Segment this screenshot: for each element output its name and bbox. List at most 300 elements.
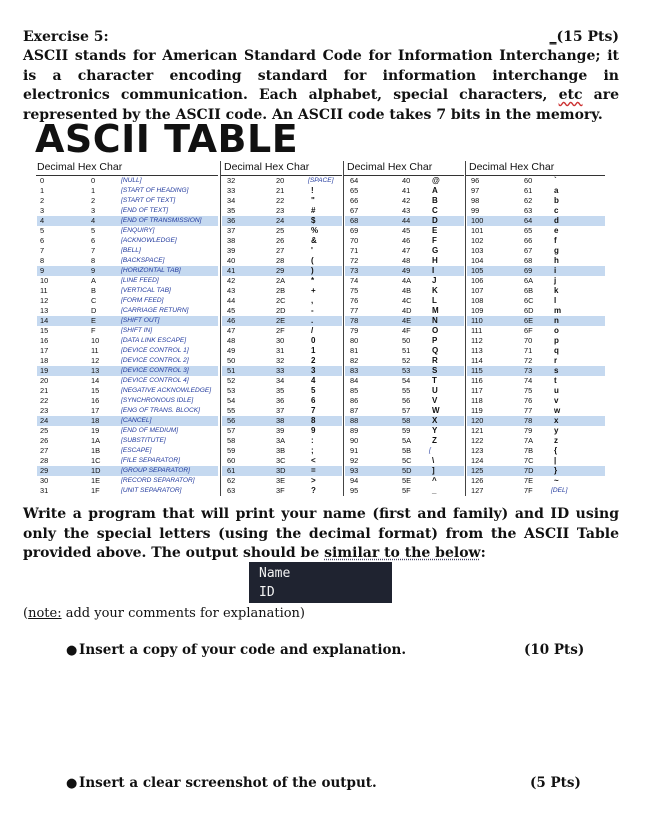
char-cell: W (432, 406, 440, 415)
hex-cell: 6 (91, 236, 96, 245)
bullet-screenshot (66, 775, 377, 791)
ascii-row (345, 206, 464, 216)
hex-cell: 44 (402, 216, 411, 225)
decimal-cell: 82 (350, 356, 359, 365)
note-text: add your comments for explanation) (61, 606, 305, 621)
decimal-cell: 115 (471, 366, 483, 375)
char-cell: A (432, 186, 438, 195)
decimal-cell: 122 (471, 436, 484, 445)
char-cell: M (432, 306, 439, 315)
decimal-cell: 34 (227, 196, 236, 205)
hex-cell: 29 (276, 266, 285, 275)
hex-cell: 75 (524, 386, 533, 395)
ascii-row (467, 306, 605, 316)
ascii-row (222, 276, 342, 286)
decimal-cell: 110 (471, 316, 483, 325)
decimal-cell: 85 (350, 386, 359, 395)
decimal-cell: 126 (471, 476, 484, 485)
hex-cell: 66 (524, 236, 533, 245)
char-cell: } (554, 466, 558, 475)
decimal-cell: 13 (40, 306, 49, 315)
ascii-row (37, 416, 218, 426)
char-cell: > (311, 476, 316, 485)
hex-cell: 59 (402, 426, 411, 435)
decimal-cell: 7 (40, 246, 45, 255)
hex-cell: 5C (402, 456, 412, 465)
char-cell: [VERTICAL TAB] (121, 287, 171, 294)
hex-cell: 49 (402, 266, 411, 275)
char-cell: [ACKNOWLEDGE] (121, 237, 177, 244)
ascii-row (345, 286, 464, 296)
hex-cell: 6A (524, 276, 534, 285)
ascii-row (345, 466, 464, 476)
ascii-row (222, 256, 342, 266)
hex-cell: 7D (524, 466, 534, 475)
decimal-cell: 60 (227, 456, 236, 465)
decimal-cell: 112 (471, 336, 483, 345)
ascii-row (37, 226, 218, 236)
ascii-row (345, 246, 464, 256)
hex-cell: 14 (91, 376, 100, 385)
char-cell: [NULL] (121, 177, 142, 184)
char-cell: V (432, 396, 438, 405)
char-cell: [FILE SEPARATOR] (121, 457, 180, 464)
decimal-cell: 83 (350, 366, 359, 375)
ascii-row (467, 266, 605, 276)
ascii-row (37, 256, 218, 266)
ascii-row (467, 206, 605, 216)
hex-cell: 2C (276, 296, 286, 305)
ascii-row (37, 426, 218, 436)
char-cell: o (554, 326, 559, 335)
hex-cell: 6F (524, 326, 533, 335)
points-value: (15 Pts) (556, 29, 619, 45)
hex-cell: 7B (524, 446, 534, 455)
ascii-row (37, 266, 218, 276)
char-cell: f (554, 236, 557, 245)
decimal-cell: 116 (471, 376, 483, 385)
ascii-row (222, 286, 342, 296)
hex-cell: 5F (402, 486, 411, 495)
char-cell: " (311, 196, 315, 205)
char-cell: g (554, 246, 559, 255)
decimal-cell: 5 (40, 226, 45, 235)
hex-cell: 46 (402, 236, 411, 245)
char-cell: [END OF TRANSMISSION] (121, 217, 202, 224)
decimal-cell: 70 (350, 236, 359, 245)
hex-cell: 54 (402, 376, 411, 385)
decimal-cell: 79 (350, 326, 359, 335)
char-cell: [NEGATIVE ACKNOWLEDGE] (121, 387, 212, 394)
char-cell: w (554, 406, 561, 415)
char-cell: ) (311, 266, 314, 275)
note-label: note: (28, 606, 62, 621)
ascii-row (222, 386, 342, 396)
hex-cell: 30 (276, 336, 285, 345)
hex-cell: 19 (91, 426, 100, 435)
ascii-row (467, 246, 605, 256)
intro-part-a: ASCII stands for American Standard Code for Information Interchange; it is a character encoding standard for information interchange in electronics communication. Each alphabet, special characters, (23, 48, 619, 103)
intro-part-b: are represented by the ASCII code. An ASCII code takes 7 bits in the memory. (23, 87, 619, 123)
ascii-row (345, 306, 464, 316)
decimal-cell: 101 (471, 226, 484, 235)
ascii-row (467, 216, 605, 226)
decimal-cell: 98 (471, 196, 480, 205)
decimal-cell: 65 (350, 186, 359, 195)
decimal-cell: 114 (471, 356, 483, 365)
hex-cell: 55 (402, 386, 411, 395)
hex-cell: 69 (524, 266, 533, 275)
hex-cell: 3C (276, 456, 286, 465)
ascii-column-1 (36, 161, 220, 496)
char-cell: [START OF HEADING] (121, 187, 189, 194)
decimal-cell: 32 (227, 176, 236, 185)
decimal-cell: 88 (350, 416, 359, 425)
hex-cell: D (91, 306, 97, 315)
char-cell: b (554, 196, 559, 205)
ascii-row (37, 486, 218, 496)
ascii-row (467, 286, 605, 296)
decimal-cell: 24 (40, 416, 49, 425)
char-cell: ; (311, 446, 314, 455)
decimal-cell: 92 (350, 456, 359, 465)
decimal-cell: 76 (350, 296, 359, 305)
decimal-cell: 31 (40, 486, 49, 495)
char-cell: ~ (554, 476, 559, 485)
char-cell: X (432, 416, 438, 425)
ascii-row (345, 336, 464, 346)
decimal-cell: 125 (471, 466, 484, 475)
decimal-cell: 43 (227, 286, 236, 295)
hex-cell: 8 (91, 256, 96, 265)
ascii-row (345, 406, 464, 416)
decimal-cell: 113 (471, 346, 483, 355)
decimal-cell: 40 (227, 256, 236, 265)
char-cell: e (554, 226, 559, 235)
ascii-row (37, 356, 218, 366)
ascii-row (345, 216, 464, 226)
decimal-cell: 27 (40, 446, 49, 455)
decimal-cell: 4 (40, 216, 45, 225)
task-colon: : (480, 545, 486, 561)
ascii-row (467, 456, 605, 466)
hex-cell: 43 (402, 206, 411, 215)
char-cell: z (554, 436, 558, 445)
decimal-cell: 50 (227, 356, 236, 365)
bullet-code (66, 642, 407, 658)
decimal-cell: 87 (350, 406, 359, 415)
terminal-line-name: Name (259, 566, 291, 581)
decimal-cell: 48 (227, 336, 236, 345)
ascii-row (222, 436, 342, 446)
ascii-row (37, 406, 218, 416)
ascii-row (222, 336, 342, 346)
ascii-row (37, 296, 218, 306)
char-cell: U (432, 386, 438, 395)
char-cell: F (432, 236, 437, 245)
decimal-cell: 20 (40, 376, 49, 385)
char-cell: + (311, 286, 316, 295)
char-cell: E (432, 226, 438, 235)
hex-cell: 11 (91, 346, 99, 355)
char-cell: Z (432, 436, 437, 445)
hex-cell: 2E (276, 316, 286, 325)
hex-cell: 24 (276, 216, 285, 225)
decimal-cell: 3 (40, 206, 45, 215)
ascii-column-4 (465, 161, 607, 496)
hex-cell: 17 (91, 406, 100, 415)
char-cell: \ (432, 456, 435, 465)
ascii-row (345, 456, 464, 466)
char-cell: k (554, 286, 559, 295)
hex-cell: 2A (276, 276, 286, 285)
char-cell: { (554, 446, 558, 455)
hex-cell: C (91, 296, 97, 305)
char-cell: [SYNCHRONOUS IDLE] (121, 397, 194, 404)
intro-etc: etc (558, 87, 583, 103)
decimal-cell: 93 (350, 466, 359, 475)
char-cell: [ENG OF TRANS. BLOCK] (121, 407, 201, 414)
exercise-header (23, 28, 619, 125)
ascii-row (222, 396, 342, 406)
ascii-row (467, 436, 605, 446)
char-cell: [DEVICE CONTROL 2] (121, 357, 189, 364)
ascii-row (37, 206, 218, 216)
ascii-row (345, 396, 464, 406)
hex-cell: 41 (402, 186, 411, 195)
decimal-cell: 117 (471, 386, 483, 395)
decimal-cell: 17 (40, 346, 49, 355)
hex-cell: 26 (276, 236, 285, 245)
hex-cell: 7 (91, 246, 96, 255)
char-cell: c (554, 206, 559, 215)
ascii-row (222, 296, 342, 306)
char-cell: N (432, 316, 438, 325)
decimal-cell: 22 (40, 396, 49, 405)
ascii-row (222, 186, 342, 196)
ascii-row (345, 266, 464, 276)
hex-cell: 51 (402, 346, 411, 355)
ascii-row (467, 366, 605, 376)
decimal-cell: 15 (40, 326, 49, 335)
ascii-row (345, 236, 464, 246)
decimal-cell: 54 (227, 396, 236, 405)
decimal-cell: 107 (471, 286, 484, 295)
decimal-cell: 124 (471, 456, 484, 465)
char-cell: B (432, 196, 438, 205)
char-cell: D (432, 216, 438, 225)
char-cell: [CANCEL] (121, 417, 152, 424)
ascii-table (36, 161, 606, 496)
decimal-cell: 18 (40, 356, 49, 365)
ascii-intro-paragraph (23, 47, 619, 125)
char-cell: [DEVICE CONTROL 3] (121, 367, 189, 374)
char-cell: . (311, 316, 314, 325)
ascii-row (37, 216, 218, 226)
decimal-cell: 12 (40, 296, 49, 305)
ascii-row (467, 186, 605, 196)
ascii-row (37, 306, 218, 316)
hex-cell: 6C (524, 296, 534, 305)
decimal-cell: 80 (350, 336, 359, 345)
hex-cell: 6D (524, 306, 534, 315)
char-cell: - (311, 306, 314, 315)
char-cell: I (432, 266, 435, 275)
decimal-cell: 105 (471, 266, 484, 275)
ascii-row (37, 286, 218, 296)
hex-cell: 4B (402, 286, 412, 295)
exercise-title: Exercise 5: (23, 29, 109, 45)
decimal-cell: 8 (40, 256, 45, 265)
hex-cell: 37 (276, 406, 285, 415)
ascii-row (345, 486, 464, 496)
decimal-cell: 19 (40, 366, 49, 375)
decimal-cell: 109 (471, 306, 484, 315)
decimal-cell: 89 (350, 426, 359, 435)
decimal-cell: 99 (471, 206, 480, 215)
char-cell: [END OF MEDIUM] (121, 427, 179, 434)
ascii-row (467, 476, 605, 486)
hex-cell: 1C (91, 456, 101, 465)
char-cell: [DATA LINK ESCAPE] (121, 337, 187, 344)
decimal-cell: 94 (350, 476, 359, 485)
char-cell: : (311, 436, 314, 445)
decimal-cell: 81 (350, 346, 359, 355)
comment-note (23, 606, 305, 621)
ascii-row (222, 486, 342, 496)
hex-cell: 4F (402, 326, 411, 335)
ascii-row (467, 386, 605, 396)
hex-cell: 38 (276, 416, 285, 425)
task-similar: similar to the below (324, 545, 481, 561)
decimal-cell: 84 (350, 376, 359, 385)
hex-cell: E (91, 316, 96, 325)
hex-cell: 36 (276, 396, 285, 405)
char-cell: 8 (311, 416, 316, 425)
char-cell: u (554, 386, 559, 395)
char-cell: v (554, 396, 559, 405)
hex-cell: 5E (402, 476, 412, 485)
hex-cell: 65 (524, 226, 533, 235)
char-cell: G (432, 246, 439, 255)
decimal-cell: 69 (350, 226, 359, 235)
char-cell: j (554, 276, 557, 285)
char-cell: | (554, 456, 557, 465)
points-prefix: _ (549, 29, 557, 45)
ascii-row (345, 426, 464, 436)
char-cell: [HORIZONTAL TAB] (121, 267, 181, 274)
hex-cell: 1 (91, 186, 96, 195)
hex-cell: 9 (91, 266, 96, 275)
char-cell: C (432, 206, 438, 215)
char-cell: P (432, 336, 438, 345)
hex-cell: 57 (402, 406, 411, 415)
ascii-row (345, 186, 464, 196)
exercise-points (550, 28, 619, 47)
hex-cell: F (91, 326, 96, 335)
hex-cell: 62 (524, 196, 533, 205)
char-cell: K (432, 286, 438, 295)
hex-cell: 2 (91, 196, 96, 205)
char-cell: O (432, 326, 439, 335)
hex-cell: 56 (402, 396, 411, 405)
ascii-row (345, 436, 464, 446)
char-cell: ` (554, 176, 557, 185)
ascii-table-title: ASCII TABLE (35, 117, 299, 161)
hex-cell: 34 (276, 376, 285, 385)
ascii-row (222, 236, 342, 246)
hex-cell: 3B (276, 446, 286, 455)
hex-cell: 68 (524, 256, 533, 265)
hex-cell: 6E (524, 316, 534, 325)
ascii-row (222, 316, 342, 326)
hex-cell: 79 (524, 426, 533, 435)
ascii-row (222, 376, 342, 386)
ascii-row (37, 276, 218, 286)
char-cell: [GROUP SEPARATOR] (121, 467, 191, 474)
char-cell: t (554, 376, 557, 385)
decimal-cell: 118 (471, 396, 483, 405)
decimal-cell: 9 (40, 266, 45, 275)
char-cell: Y (432, 426, 438, 435)
char-cell: q (554, 346, 559, 355)
hex-cell: 22 (276, 196, 285, 205)
char-cell: < (311, 456, 316, 465)
hex-cell: 2D (276, 306, 286, 315)
char-cell: 4 (311, 376, 316, 385)
ascii-row (222, 266, 342, 276)
ascii-row (345, 226, 464, 236)
hex-cell: 4A (402, 276, 412, 285)
decimal-cell: 47 (227, 326, 236, 335)
ascii-row (345, 176, 464, 186)
ascii-row (222, 326, 342, 336)
ascii-row (37, 446, 218, 456)
ascii-column-header: Decimal Hex Char (469, 161, 555, 173)
ascii-row (222, 246, 342, 256)
ascii-row (467, 426, 605, 436)
hex-cell: 12 (91, 356, 100, 365)
decimal-cell: 121 (471, 426, 484, 435)
char-cell: d (554, 216, 559, 225)
decimal-cell: 26 (40, 436, 49, 445)
ascii-row (222, 306, 342, 316)
hex-cell: 2B (276, 286, 286, 295)
decimal-cell: 0 (40, 176, 45, 185)
char-cell: [SHIFT IN] (121, 327, 153, 334)
decimal-cell: 67 (350, 206, 359, 215)
ascii-row (222, 346, 342, 356)
ascii-row (222, 426, 342, 436)
decimal-cell: 10 (40, 276, 49, 285)
hex-cell: 25 (276, 226, 285, 235)
ascii-row (345, 276, 464, 286)
char-cell: a (554, 186, 559, 195)
decimal-cell: 63 (227, 486, 236, 495)
hex-cell: 4C (402, 296, 412, 305)
char-cell: * (311, 276, 315, 285)
ascii-column-2 (220, 161, 344, 496)
char-cell: i (554, 266, 557, 275)
ascii-row (37, 326, 218, 336)
ascii-row (37, 186, 218, 196)
decimal-cell: 77 (350, 306, 359, 315)
char-cell: 0 (311, 336, 316, 345)
char-cell: [START OF TEXT] (121, 197, 176, 204)
char-cell: [BACKSPACE] (121, 257, 165, 264)
char-cell: R (432, 356, 438, 365)
bullet-code-text: Insert a copy of your code and explanation. (79, 642, 407, 658)
